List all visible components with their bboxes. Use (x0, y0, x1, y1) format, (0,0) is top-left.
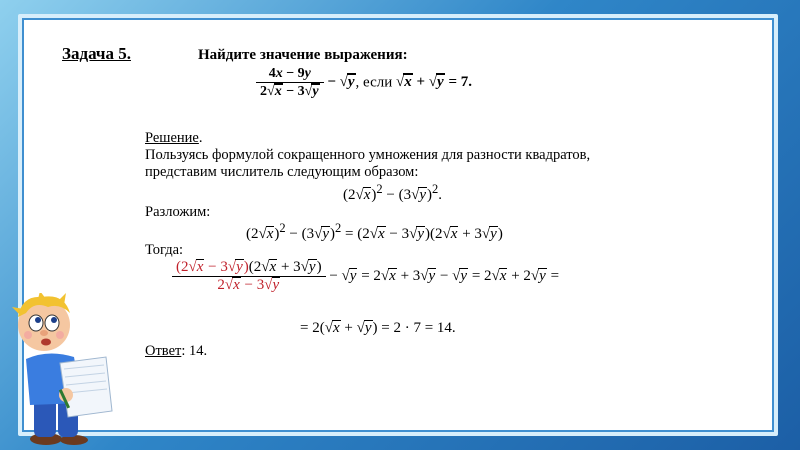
solution-line-1: Пользуясь формулой сокращенного умножения для разности квадратов, (145, 147, 591, 163)
expansion-formula: $(2√x)^2 - (3√y)^2 = (2√x - 3√y)(2√x + 3√y)$ (246, 221, 503, 242)
numerator-form: $(2√x)^2 - (3√y)^2$. (343, 182, 443, 203)
solution-line-2: представим числитель следующим образом: (145, 164, 419, 180)
task-fraction: $\frac{4x - 9y}{2√x - 3√y}$ (256, 66, 324, 100)
task-heading: Задача 5. (62, 44, 131, 63)
task-condition: √x + √y = 7. (396, 74, 473, 91)
solution-label: Решение. (145, 130, 203, 146)
then-label: Тогда: (145, 242, 184, 258)
simplification-step-2: = 2(√x + √y) = 2 · 7 = 14. (300, 320, 456, 336)
simplification-step-1: $\frac{(2√x - 3√y)(2√x + 3√y)}{2√x - 3√y}$ − √y = 2√x + 3√y − √y = 2√x + 2√y = (172, 259, 559, 294)
answer-line: Ответ: 14. (145, 343, 208, 359)
red-fraction: $\frac{(2√x - 3√y)(2√x + 3√y)}{2√x - 3√y}$ (172, 259, 326, 294)
cartoon-boy-illustration (8, 293, 118, 445)
task-instruction: Найдите значение выражения: (198, 47, 408, 63)
task-condition-word: , если (355, 74, 393, 91)
expand-label: Разложим: (145, 204, 211, 220)
task-expression: $\frac{4x - 9y}{2√x - 3√y}$ − √y, если √x + √y = 7. (256, 66, 472, 100)
